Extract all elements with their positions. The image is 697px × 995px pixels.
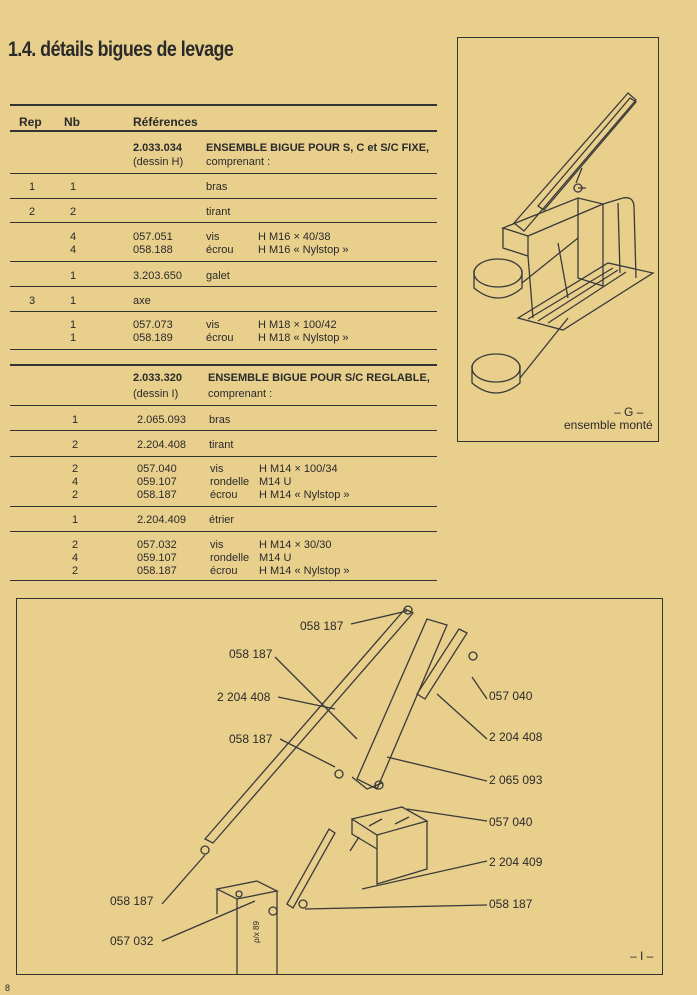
cell-desc: étrier [209, 514, 235, 526]
cell-spec: H M16 × 40/38 [258, 231, 331, 243]
callout-label: 057 032 [110, 934, 154, 948]
callout-label: 058 187 [300, 619, 344, 633]
cell-rep: 3 [29, 295, 36, 307]
cell-nb: 2 [72, 565, 79, 577]
cell-ref: 058.189 [133, 332, 173, 344]
cell-nb: 2 [72, 539, 79, 551]
cell-desc: galet [206, 270, 230, 282]
cell-nb: 4 [72, 552, 79, 564]
cell-ref: 059.107 [137, 476, 177, 488]
cell-rep: 2 [29, 206, 36, 218]
cell-desc: bras [206, 181, 228, 193]
cell-spec: H M18 « Nylstop » [258, 332, 349, 344]
cell-ref: 057.073 [133, 319, 173, 331]
table-top-rule [10, 104, 437, 106]
cell-ref: 058.187 [137, 565, 177, 577]
cell-desc: vis [206, 231, 220, 243]
col-header-rep: Rep [19, 115, 42, 129]
cell-desc: rondelle [210, 476, 250, 488]
cell-desc: tirant [206, 206, 231, 218]
figure-g-frame [457, 37, 659, 442]
figure-i-side-text: ρ/x 89 [252, 921, 261, 943]
callout-label: 2 204 408 [489, 730, 543, 744]
cell-desc: vis [206, 319, 220, 331]
row-rule [10, 261, 437, 262]
cell-spec: H M16 « Nylstop » [258, 244, 349, 256]
cell-spec: H M14 × 30/30 [259, 539, 332, 551]
cell-spec: H M14 « Nylstop » [259, 489, 350, 501]
cell-desc: vis [210, 463, 224, 475]
cell-ref: axe [133, 295, 151, 307]
cell-desc: écrou [210, 489, 238, 501]
figure-g-drawing [458, 38, 658, 441]
figure-i-drawing [17, 599, 662, 974]
cell-nb: 1 [70, 181, 77, 193]
page-number: 8 [5, 983, 11, 993]
cell-nb: 2 [72, 439, 79, 451]
set2-name: ENSEMBLE BIGUE POUR S/C REGLABLE, [208, 372, 430, 384]
cell-desc: tirant [209, 439, 234, 451]
cell-nb: 4 [70, 231, 77, 243]
cell-ref: 2.065.093 [137, 414, 186, 426]
callout-label: 058 187 [489, 897, 533, 911]
row-rule [10, 430, 437, 431]
cell-spec: M14 U [259, 476, 292, 488]
cell-spec: M14 U [259, 552, 292, 564]
row-rule [10, 198, 437, 199]
figure-g-caption: ensemble monté [564, 418, 653, 432]
set2-top-rule [10, 364, 437, 366]
cell-ref: 058.187 [137, 489, 177, 501]
row-rule [10, 405, 437, 406]
cell-nb: 4 [70, 244, 77, 256]
col-header-nb: Nb [64, 115, 80, 129]
callout-label: 058 187 [229, 732, 273, 746]
cell-nb: 2 [70, 206, 77, 218]
cell-ref: 059.107 [137, 552, 177, 564]
cell-nb: 1 [70, 295, 77, 307]
cell-desc: vis [210, 539, 224, 551]
cell-spec: H M14 « Nylstop » [259, 565, 350, 577]
row-rule [10, 311, 437, 312]
cell-spec: H M14 × 100/34 [259, 463, 338, 475]
row-rule [10, 349, 437, 350]
cell-desc: écrou [206, 332, 234, 344]
cell-rep: 1 [29, 181, 36, 193]
col-header-ref: Références [133, 115, 198, 129]
cell-nb: 1 [70, 332, 77, 344]
figure-i-frame [16, 598, 663, 975]
set1-code: 2.033.034 [133, 142, 182, 154]
row-rule [10, 580, 437, 581]
page-title: 1.4. détails bigues de levage [8, 38, 234, 61]
cell-desc: rondelle [210, 552, 250, 564]
set2-dessin: (dessin I) [133, 388, 179, 400]
set1-dessin: (dessin H) [133, 156, 184, 168]
callout-label: 2 204 408 [217, 690, 271, 704]
set1-comp: comprenant : [206, 156, 271, 168]
row-rule [10, 173, 437, 174]
callout-label: 2 065 093 [489, 773, 543, 787]
callout-label: 057 040 [489, 815, 533, 829]
row-rule [10, 222, 437, 223]
cell-ref: 057.032 [137, 539, 177, 551]
callout-label: 057 040 [489, 689, 533, 703]
table-header-rule [10, 130, 437, 132]
cell-ref: 057.040 [137, 463, 177, 475]
cell-nb: 2 [72, 489, 79, 501]
cell-nb: 1 [70, 270, 77, 282]
figure-g-mark: – G – [614, 405, 644, 419]
set2-comp: comprenant : [208, 388, 273, 400]
cell-nb: 2 [72, 463, 79, 475]
set2-code: 2.033.320 [133, 372, 182, 384]
figure-i-mark: – I – [630, 949, 654, 963]
callout-label: 058 187 [229, 647, 273, 661]
cell-nb: 1 [70, 319, 77, 331]
row-rule [10, 506, 437, 507]
row-rule [10, 456, 437, 457]
cell-spec: H M18 × 100/42 [258, 319, 337, 331]
cell-ref: 058.188 [133, 244, 173, 256]
cell-nb: 1 [72, 414, 79, 426]
cell-desc: écrou [210, 565, 238, 577]
row-rule [10, 531, 437, 532]
cell-desc: bras [209, 414, 231, 426]
cell-nb: 4 [72, 476, 79, 488]
callout-label: 2 204 409 [489, 855, 543, 869]
cell-ref: 2.204.409 [137, 514, 186, 526]
cell-ref: 3.203.650 [133, 270, 182, 282]
cell-ref: 2.204.408 [137, 439, 186, 451]
set1-name: ENSEMBLE BIGUE POUR S, C et S/C FIXE, [206, 142, 430, 154]
cell-ref: 057.051 [133, 231, 173, 243]
row-rule [10, 286, 437, 287]
callout-label: 058 187 [110, 894, 154, 908]
cell-desc: écrou [206, 244, 234, 256]
cell-nb: 1 [72, 514, 79, 526]
